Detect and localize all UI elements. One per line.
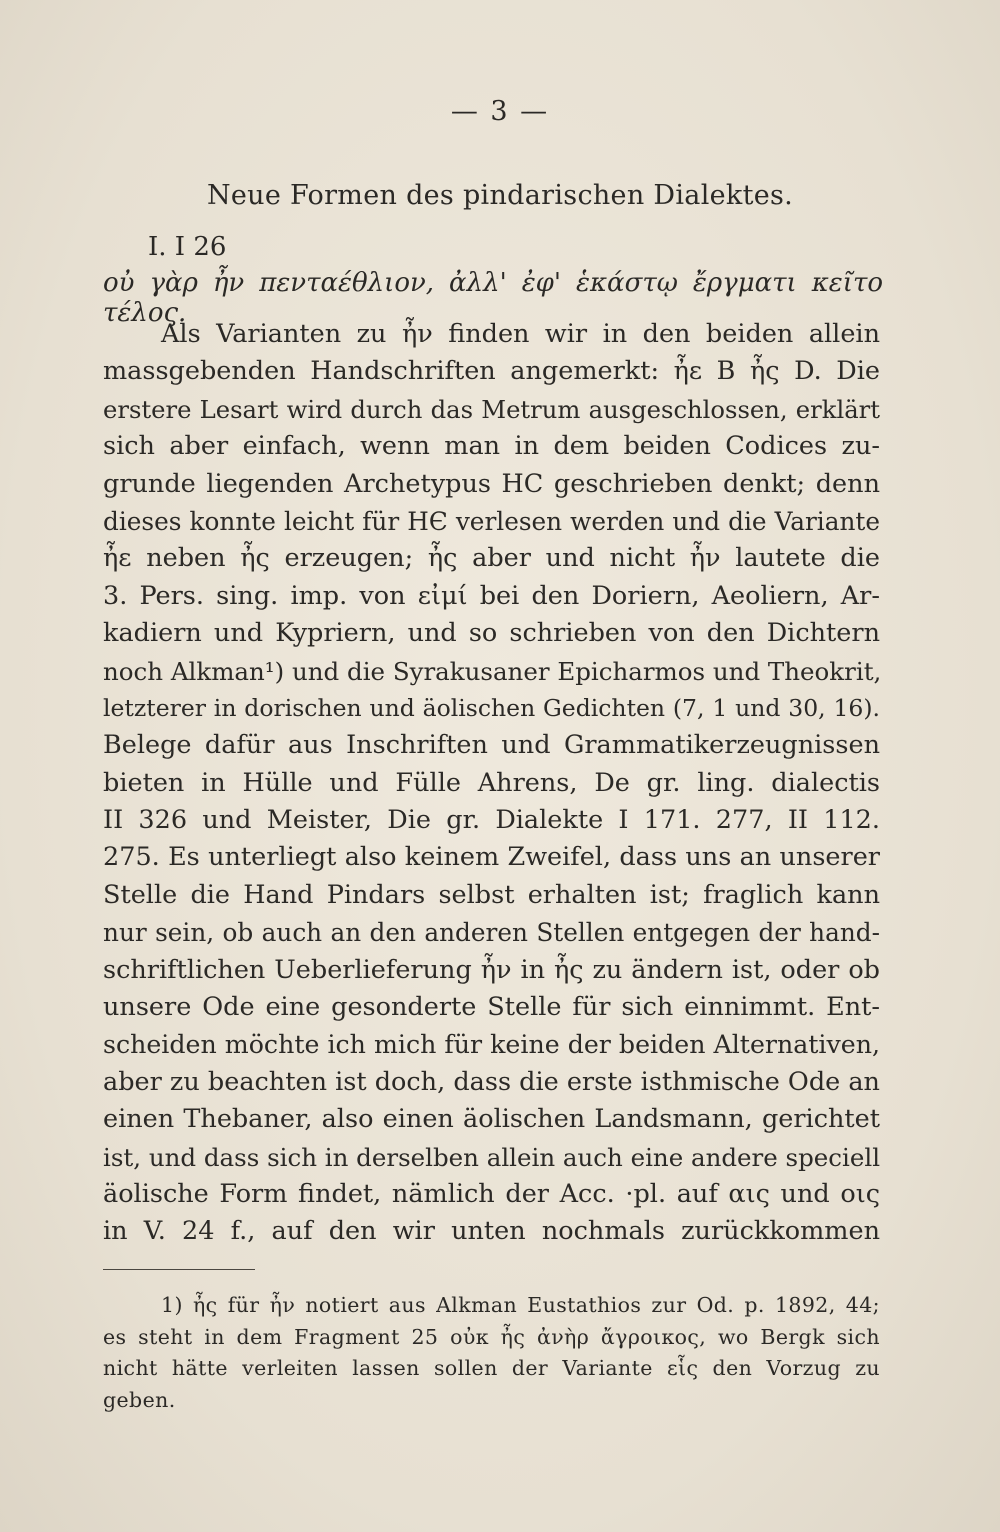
body-line: 275. Es unterliegt also keinem Zweifel, dass uns an unserer (103, 842, 880, 873)
footnote-line: nicht hätte verleiten lassen sollen der Variante εἷς den Vorzug zu (103, 1356, 880, 1380)
body-line: äolische Form findet, nämlich der Acc. ·pl. auf αις und οις (103, 1178, 880, 1209)
footnotes (103, 1290, 880, 1416)
body-line: sich aber einfach, wenn man in dem beiden Codices zu- (103, 431, 880, 462)
footnote-line: geben. (103, 1387, 176, 1412)
footnote-line: 1) ἦς für ἦν notiert aus Alkman Eustathios zur Od. p. 1892, 44; (161, 1293, 880, 1317)
verse-reference: I. I 26 (148, 232, 227, 262)
body-line: Belege dafür aus Inschriften und Grammatikerzeugnissen (103, 730, 880, 761)
body-line: einen Thebaner, also einen äolischen Landsmann, gerichtet (103, 1104, 880, 1135)
body-line: noch Alkman¹) und die Syrakusaner Epicharmos und Theokrit, (103, 656, 882, 686)
greek-verse-quote: οὐ γὰρ ἦν πενταέθλιον, ἀλλ' ἐφ' ἑκάστῳ ἔργματι κεῖτο τέλος. (103, 268, 883, 328)
footnote-line: es steht in dem Fragment 25 οὐκ ἦς ἀνὴρ ἄγροικος, wo Bergk sich (103, 1324, 880, 1349)
body-line: II 326 und Meister, Die gr. Dialekte I 171. 277, II 112. (103, 805, 880, 836)
body-line: ist, und dass sich in derselben allein auch eine andere speciell (103, 1142, 881, 1172)
body-line: schriftlichen Ueberlieferung ἦν in ἦς zu ändern ist, oder ob (103, 954, 880, 985)
body-line: kadiern und Kypriern, und so schrieben von den Dichtern (103, 618, 880, 649)
body-line: Als Varianten zu ἦν finden wir in den beiden allein (161, 319, 880, 349)
body-text (103, 316, 880, 1251)
body-line: nur sein, ob auch an den anderen Stellen entgegen der hand- (103, 918, 880, 948)
body-line: Stelle die Hand Pindars selbst erhalten ist; fraglich kann (103, 879, 880, 910)
body-line: in V. 24 f., auf den wir unten nochmals zurückkommen (103, 1216, 880, 1247)
body-line: grunde liegenden Archetypus HC geschrieben denkt; denn (103, 468, 880, 499)
body-line: aber zu beachten ist doch, dass die erste isthmische Ode an (103, 1066, 880, 1097)
body-line: erstere Lesart wird durch das Metrum ausgeschlossen, erklärt (103, 394, 880, 424)
body-line: 3. Pers. sing. imp. von εἰμί bei den Doriern, Aeoliern, Ar- (103, 580, 880, 611)
section-heading: Neue Formen des pindarischen Dialektes. (206, 180, 794, 211)
body-line: scheiden möchte ich mich für keine der beiden Alternativen, (103, 1030, 880, 1060)
body-line: massgebenden Handschriften angemerkt: ἦε B ἦς D. Die (103, 356, 880, 387)
body-line: dieses konnte leicht für HЄ verlesen werden und die Variante (103, 506, 880, 536)
page-number: — 3 — (450, 96, 550, 127)
body-line: bieten in Hülle und Fülle Ahrens, De gr. ling. dialectis (103, 767, 880, 798)
body-line: unsere Ode eine gesonderte Stelle für sich einnimmt. Ent- (103, 992, 880, 1023)
body-line: ἦε neben ἦς erzeugen; ἦς aber und nicht ἦν lautete die (103, 543, 880, 574)
body-line: letzterer in dorischen und äolischen Gedichten (7, 1 und 30, 16). (103, 693, 880, 722)
footnote-divider (103, 1269, 255, 1270)
